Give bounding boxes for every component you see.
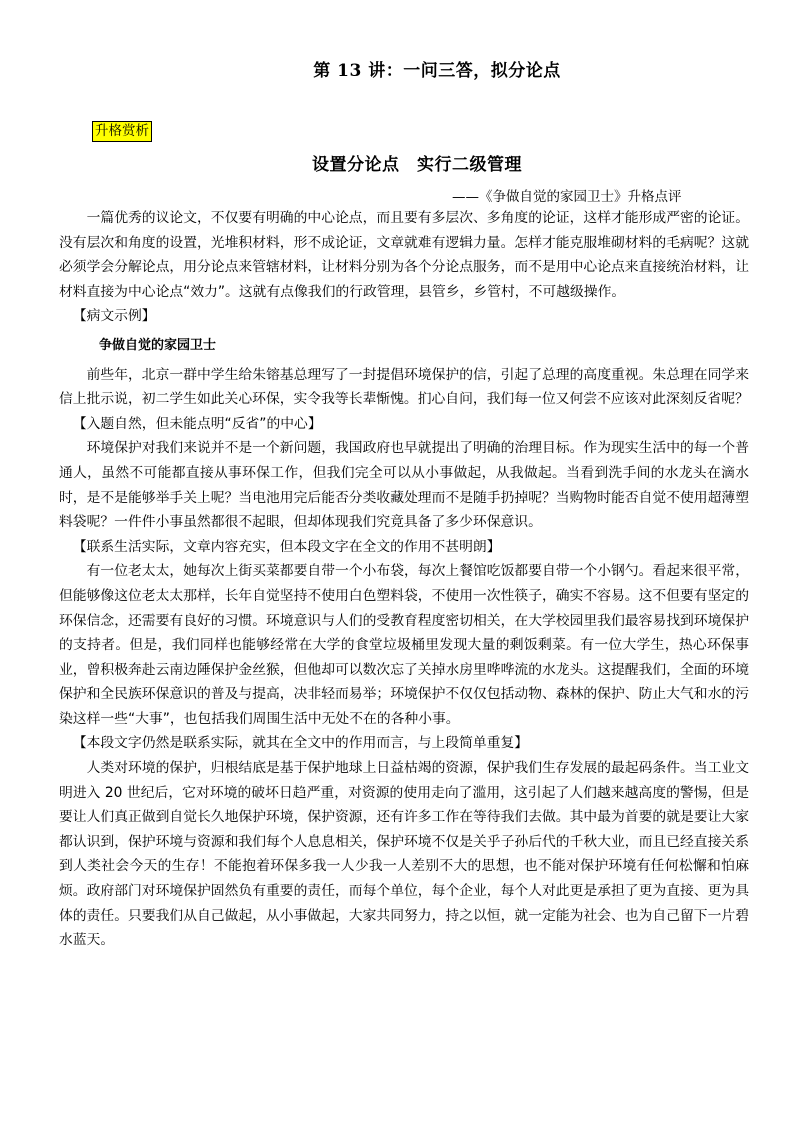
lecture-title: 第 13 讲：一问三答，拟分论点 (313, 61, 561, 81)
body-text (59, 206, 749, 953)
article-subtitle: 设置分论点 实行二级管理 (312, 155, 522, 175)
section-tag: 升格赏析 (92, 121, 152, 142)
comment-2: 【联系生活实际，文章内容充实，但本段文字在全文的作用不甚明朗】 (72, 538, 501, 555)
essay-paragraph-4: 人类对环境的保护，归根结底是基于保护地球上日益枯竭的资源，保护我们生存发展的最起码条件。当工业文明进入 20 世纪后，它对环境的破坏日趋严重，对资源的使用走向了滥用，这引起了人们越来越高度的警惕，但是要让人们真正做到自觉长久地保护环境，保护资源，还有许多工作在等待我们去做。其中最为首要的就是要让大家都认识到，保护环境与资源和我们每个人息息相关，保护环境不仅是关乎子孙后代的千秋大业，而且已经直接关系到人类社会今天的生存！不能抱着环保多我一人少我一人差别不大的思想，也不能对保护环境有任何松懈和怕麻烦。政府部门对环境保护固然负有重要的责任，而每个单位，每个企业，每个人对此更是承担了更为直接、更为具体的责任。只要我们从自己做起，从小事做起，大家共同努力，持之以恒，就一定能为社会、也为自己留下一片碧水蓝天。 (59, 760, 749, 949)
essay-paragraph-3: 有一位老太太，她每次上街买菜都要自带一个小布袋，每次上餐馆吃饭都要自带一个小钢勺。看起来很平常，但能够像这位老太太那样，长年自觉坚持不使用白色塑料袋，不使用一次性筷子，确实不容易。这不但要有坚定的环保信念，还需要有良好的习惯。环境意识与人们的受教育程度密切相关，在大学校园里我们最容易找到环境保护的支持者。但是，我们同样也能够经常在大学的食堂垃圾桶里发现大量的剩饭剩菜。有一位大学生，热心环保事业，曾积极奔赴云南边陲保护金丝猴，但他却可以数次忘了关掉水房里哗哗流的水龙头。这提醒我们，全面的环境保护和全民族环保意识的普及与提高，决非轻而易举；环境保护不仅仅包括动物、森林的保护、防止大气和水的污染这样一些“大事”，也包括我们周围生活中无处不在的各种小事。 (59, 563, 749, 727)
essay-paragraph-1: 前些年，北京一群中学生给朱镕基总理写了一封提倡环境保护的信，引起了总理的高度重视。朱总理在同学来信上批示说，初二学生如此关心环保，实令我等长辈惭愧。扪心自问，我们每一位又何尝不应该对此深刻反省呢？ (59, 366, 749, 408)
comment-1: 【入题自然，但未能点明“反省”的中心】 (72, 415, 322, 432)
comment-3: 【本段文字仍然是联系实际，就其在全文中的作用而言，与上段简单重复】 (72, 735, 529, 752)
intro-paragraph: 一篇优秀的议论文，不仅要有明确的中心论点，而且要有多层次、多角度的论证，这样才能形成严密的论证。没有层次和角度的设置，光堆积材料，形不成论证，文章就难有逻辑力量。怎样才能克服堆砌材料的毛病呢？这就必须学会分解论点，用分论点来管辖材料，让材料分别为各个分论点服务，而不是用中心论点来直接统治材料，让材料直接为中心论点“效力”。这就有点像我们的行政管理，县管乡，乡管村，不可越级操作。 (59, 210, 749, 300)
article-byline: ——《争做自觉的家园卫士》升格点评 (452, 189, 682, 205)
essay-title: 争做自觉的家园卫士 (99, 337, 217, 353)
essay-paragraph-2: 环境保护对我们来说并不是一个新问题，我国政府也早就提出了明确的治理目标。作为现实生活中的每一个普通人，虽然不可能都直接从事环保工作，但我们完全可以从小事做起，从我做起。当看到洗手间的水龙头在滴水时，是不是能够举手关上呢？当电池用完后能否分类收藏处理而不是随手扔掉呢？当购物时能否自觉不使用超薄塑料袋呢？一件件小事虽然都很不起眼，但却体现我们究竟具备了多少环保意识。 (59, 440, 749, 531)
sample-label: 【病文示例】 (72, 308, 156, 325)
